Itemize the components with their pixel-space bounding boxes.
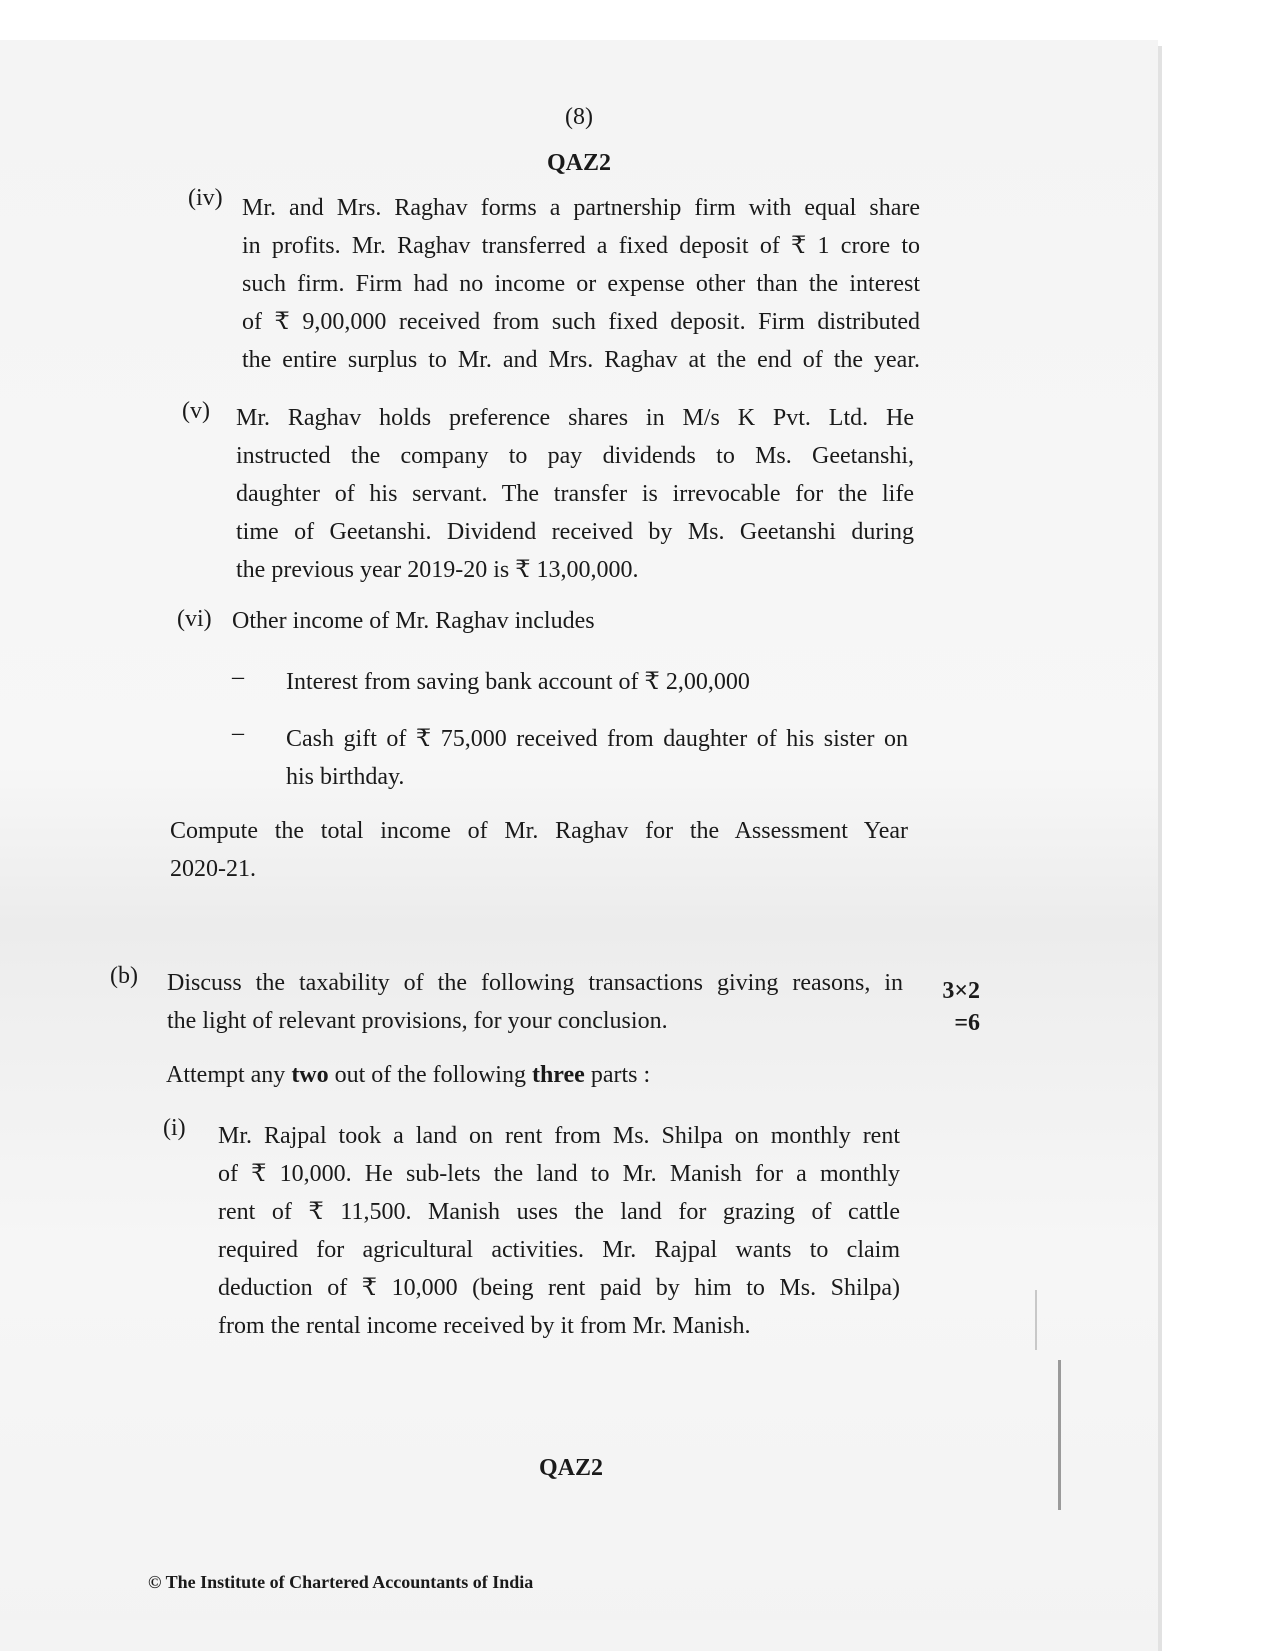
item-iv-line: Mr. and Mrs. Raghav forms a partnership firm with equal share [242, 195, 920, 221]
item-iv-line: in profits. Mr. Raghav transferred a fixed deposit of ₹ 1 crore to [242, 233, 920, 259]
page-number: (8) [565, 104, 593, 130]
part-b-item-i-line: rent of ₹ 11,500. Manish uses the land for grazing of cattle [218, 1199, 900, 1225]
part-b-item-i-line: Mr. Rajpal took a land on rent from Ms. Shilpa on monthly rent [218, 1123, 900, 1149]
item-iv-text [242, 189, 920, 379]
item-iv-line: the entire surplus to Mr. and Mrs. Raghav at the end of the year. [242, 347, 920, 373]
compute-instruction [170, 812, 908, 888]
part-b-line: Discuss the taxability of the following transactions giving reasons, in [167, 970, 903, 996]
attempt-bold-three: three [531, 1062, 585, 1088]
item-v-line: Mr. Raghav holds preference shares in M/s K Pvt. Ltd. He [236, 405, 914, 431]
item-label-vi: (vi) [177, 606, 212, 632]
part-b-item-label-i: (i) [163, 1115, 186, 1141]
item-label-v: (v) [182, 398, 210, 424]
part-b-item-i-line: from the rental income received by it from Mr. Manish. [218, 1313, 751, 1339]
bullet-text [286, 720, 908, 796]
scan-mark [1035, 1290, 1037, 1350]
item-label-iv: (iv) [188, 185, 223, 211]
item-vi-text: Other income of Mr. Raghav includes [232, 608, 595, 634]
scan-mark [1058, 1360, 1061, 1510]
item-v-line: the previous year 2019-20 is ₹ 13,00,000. [236, 557, 639, 583]
bullet-line: Interest from saving bank account of ₹ 2,00,000 [286, 669, 750, 695]
paper-edge-shadow [1158, 46, 1162, 1651]
part-b-question [167, 964, 903, 1040]
paper-code-top: QAZ2 [546, 150, 611, 176]
bullet-dash: – [232, 720, 244, 746]
marks-line2: =6 [954, 1010, 980, 1036]
attempt-middle: out of the following [328, 1062, 532, 1088]
item-iv-line: such firm. Firm had no income or expense other than the interest [242, 271, 920, 297]
bullet-dash: – [232, 664, 244, 690]
item-iv-line: of ₹ 9,00,000 received from such fixed deposit. Firm distributed [242, 309, 920, 335]
item-v-line: time of Geetanshi. Dividend received by Ms. Geetanshi during [236, 519, 914, 545]
part-b-line: the light of relevant provisions, for your conclusion. [167, 1008, 668, 1034]
part-b-item-i-line: of ₹ 10,000. He sub-lets the land to Mr. Manish for a monthly [218, 1161, 900, 1187]
bullet-text [286, 663, 906, 701]
copyright-footer: © The Institute of Chartered Accountants of India [148, 1572, 534, 1592]
bullet-line: Cash gift of ₹ 75,000 received from daughter of his sister on [286, 726, 908, 752]
bullet-line: his birthday. [286, 764, 405, 790]
item-v-text [236, 399, 914, 589]
part-b-item-i-line: required for agricultural activities. Mr. Rajpal wants to claim [218, 1237, 900, 1263]
attempt-suffix: parts : [584, 1062, 651, 1088]
compute-line: Compute the total income of Mr. Raghav for the Assessment Year [170, 818, 908, 844]
attempt-bold-two: two [291, 1062, 329, 1088]
marks-allocation [930, 975, 980, 1039]
item-v-line: daughter of his servant. The transfer is irrevocable for the life [236, 481, 914, 507]
compute-line: 2020-21. [170, 856, 256, 882]
part-b-item-i-text [218, 1117, 900, 1345]
part-b-item-i-line: deduction of ₹ 10,000 (being rent paid by him to Ms. Shilpa) [218, 1275, 900, 1301]
attempt-instruction [166, 1062, 650, 1089]
marks-line1: 3×2 [942, 978, 980, 1004]
item-v-line: instructed the company to pay dividends to Ms. Geetanshi, [236, 443, 914, 469]
part-b-label: (b) [110, 963, 138, 989]
paper-code-bottom: QAZ2 [538, 1455, 603, 1481]
attempt-prefix: Attempt any [166, 1062, 292, 1088]
